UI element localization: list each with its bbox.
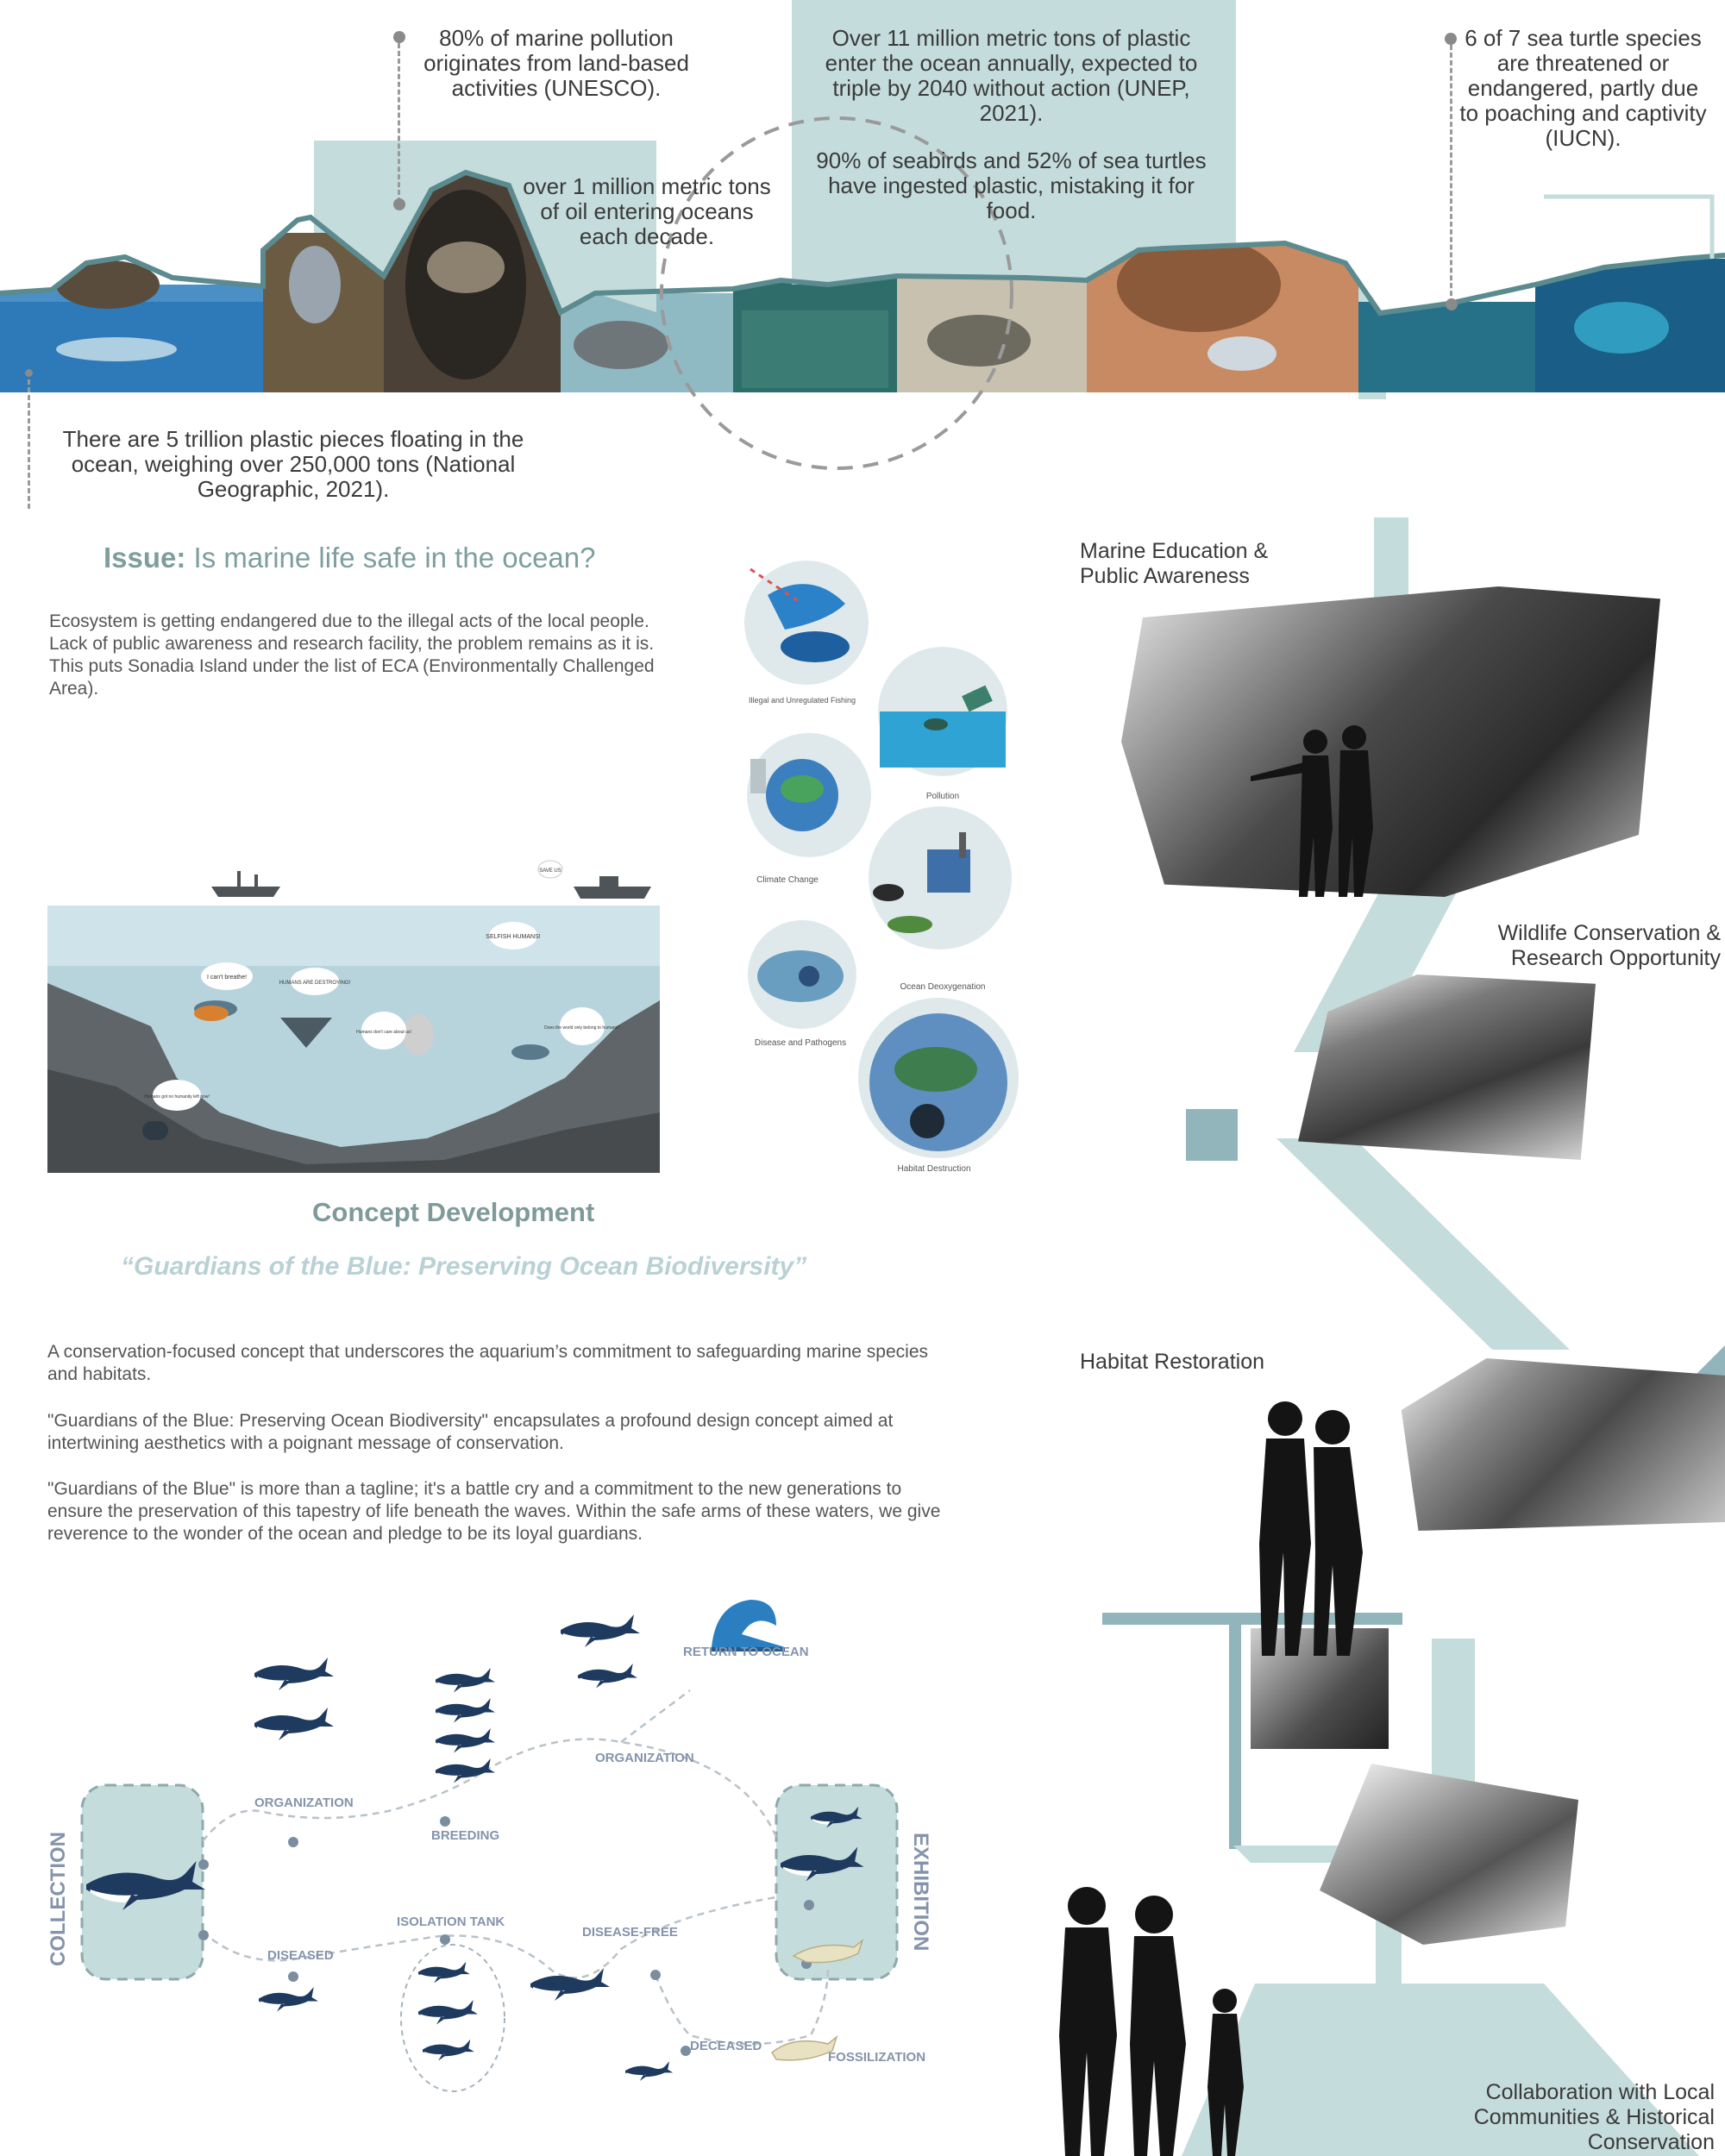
zone-habitat-label: Habitat Restoration <box>1080 1350 1265 1374</box>
pin-land-pollution-end <box>393 198 405 210</box>
zone-collaboration-label: Collaboration with Local Communities & Historical Conservation <box>1473 2080 1715 2154</box>
label-organization-1: ORGANIZATION <box>254 1796 354 1810</box>
threat-label-deoxygenation: Disease and Pathogens <box>754 1038 847 1048</box>
silhouette-couple-habitat-icon <box>1259 1401 1363 1656</box>
dolphin-shape <box>56 337 177 361</box>
threat-label-pollution: Pollution <box>925 792 960 801</box>
threat-label-climate: Climate Change <box>756 875 819 885</box>
label-disease-free: DISEASE-FREE <box>582 1925 678 1940</box>
whale-breed-2-icon <box>436 1698 495 1723</box>
label-isolation-tank: ISOLATION TANK <box>397 1915 505 1929</box>
whale-breed-3-icon <box>436 1728 495 1753</box>
issue-question: Is marine life safe in the ocean? <box>193 542 596 573</box>
bubble-belong: Does the world only belong to humans? <box>544 1025 620 1031</box>
concept-tagline: “Guardians of the Blue: Preserving Ocean Biodiversity” <box>121 1252 807 1281</box>
fossil-icon <box>772 2037 837 2060</box>
label-collection: COLLECTION <box>47 1832 70 1966</box>
stat-seabirds: 90% of seabirds and 52% of sea turtles have ingested plastic, mistaking it for food. <box>816 147 1207 223</box>
threat-label-disease: Ocean Deoxygenation <box>900 982 986 992</box>
leader-plastic-pieces <box>28 379 30 509</box>
pin-land-pollution <box>393 31 405 43</box>
leader-turtles <box>1450 45 1452 304</box>
concept-paragraph-1: A conservation-focused concept that underscores the aquarium’s commitment to safeguarding marine species and habitats. <box>47 1342 928 1384</box>
label-diseased: DISEASED <box>267 1948 334 1963</box>
whale-diseased-icon <box>259 1987 318 2012</box>
whale-org-b2-icon <box>578 1664 637 1689</box>
whale-breed-4-icon <box>436 1758 495 1783</box>
zone-wildlife-label: Wildlife Conservation & Research Opportunity <box>1497 921 1721 970</box>
threat-fishing-icon <box>744 561 869 685</box>
threat-circles <box>733 552 1026 1181</box>
label-exhibition: EXHIBITION <box>909 1833 932 1952</box>
stat-plastic-tons: Over 11 million metric tons of plastic enter the ocean annually, expected to triple by 2040 without action (UNEP, 2021). <box>825 25 1198 126</box>
stat-plastic-pieces: There are 5 trillion plastic pieces floating in the ocean, weighing over 250,000 tons (National Geographic, 2021). <box>62 426 524 502</box>
label-organization-2: ORGANIZATION <box>595 1751 694 1765</box>
underwater-illustration <box>47 854 660 1173</box>
bubble-selfish: SELFISH HUMANS! <box>486 934 541 940</box>
whale-org-2-icon <box>254 1708 334 1740</box>
concept-paragraph-3: "Guardians of the Blue" is more than a tagline; it's a battle cry and a commitment to the new generations to ensure the preservation of this tapestry of life beneath the waves. Within the safe arms of these waters, we give reverence to the wonder of the ocean and pledge to be its loyal guardians. <box>47 1479 941 1544</box>
pin-turtles-end <box>1446 298 1458 310</box>
whale-isolation-3-icon <box>423 2040 474 2061</box>
threat-pollution-icon <box>878 647 1007 776</box>
issue-label: Issue: <box>104 542 186 573</box>
issue-heading <box>104 542 595 574</box>
pin-turtles <box>1445 33 1457 45</box>
whale-breed-1-icon <box>436 1668 495 1693</box>
zone-education-label: Marine Education & Public Awareness <box>1080 539 1269 588</box>
silhouette-family-icon <box>1059 1887 1244 2156</box>
concept-paragraph-2: "Guardians of the Blue: Preserving Ocean Biodiversity" encapsulates a profound design concept aimed at intertwining aesthetics with a poignant message of conservation. <box>47 1411 894 1453</box>
label-breeding: BREEDING <box>431 1828 500 1843</box>
threat-label-habitat: Habitat Destruction <box>897 1164 971 1174</box>
silhouette-couple-gallery-icon <box>1251 725 1373 897</box>
issue-description: Ecosystem is getting endangered due to the illegal acts of the local people. Lack of public awareness and research facility, the problem remains as it is. This puts Sonadia Island under the list of ECA (Environmentally Challenged Area). <box>49 611 655 699</box>
pin-plastic-pieces <box>25 369 33 377</box>
bubble-humanity: Humans got no humanity left now! <box>144 1094 210 1100</box>
stat-oil: over 1 million metric tons of oil entering oceans each decade. <box>523 173 771 249</box>
threat-disease-icon <box>748 920 856 1029</box>
whale-deceased-icon <box>625 2061 673 2081</box>
whale-isolation-2-icon <box>418 2000 478 2025</box>
wave-icon <box>712 1600 785 1651</box>
ship-right <box>574 887 651 899</box>
threat-deoxygenation-icon <box>869 806 1012 950</box>
threat-habitat-icon <box>858 998 1019 1158</box>
whale-org-1-icon <box>254 1658 334 1690</box>
leader-land-pollution <box>398 43 400 203</box>
whale-lifecycle-diagram <box>34 1587 966 2147</box>
concept-heading: Concept Development <box>312 1197 595 1227</box>
ship-left <box>211 887 280 897</box>
threat-climate-icon <box>747 733 871 857</box>
bubble-cant-breathe: I can't breathe! <box>206 975 248 981</box>
threat-label-fishing: Illegal and Unregulated Fishing <box>748 696 856 705</box>
label-deceased: DECEASED <box>690 2039 762 2053</box>
whale-isolation-1-icon <box>418 1962 470 1984</box>
label-fossilization: FOSSILIZATION <box>828 2050 926 2065</box>
bubble-destroying: HUMANS ARE DESTROYING! <box>279 981 351 986</box>
label-return-to-ocean: RETURN TO OCEAN <box>683 1645 809 1659</box>
whale-disease-free-icon <box>530 1968 610 2001</box>
bubble-save-us: SAVE US <box>539 868 561 874</box>
photo-turtle-fishing-net <box>1358 302 1535 392</box>
stat-land-pollution: 80% of marine pollution originates from land-based activities (UNESCO). <box>423 25 689 101</box>
whale-org-b1-icon <box>561 1614 640 1647</box>
bubble-dont-care: Humans don't care about us! <box>356 1030 411 1035</box>
stat-turtles: 6 of 7 sea turtle species are threatened or endangered, partly due to poaching and captivity (IUCN). <box>1459 25 1707 151</box>
